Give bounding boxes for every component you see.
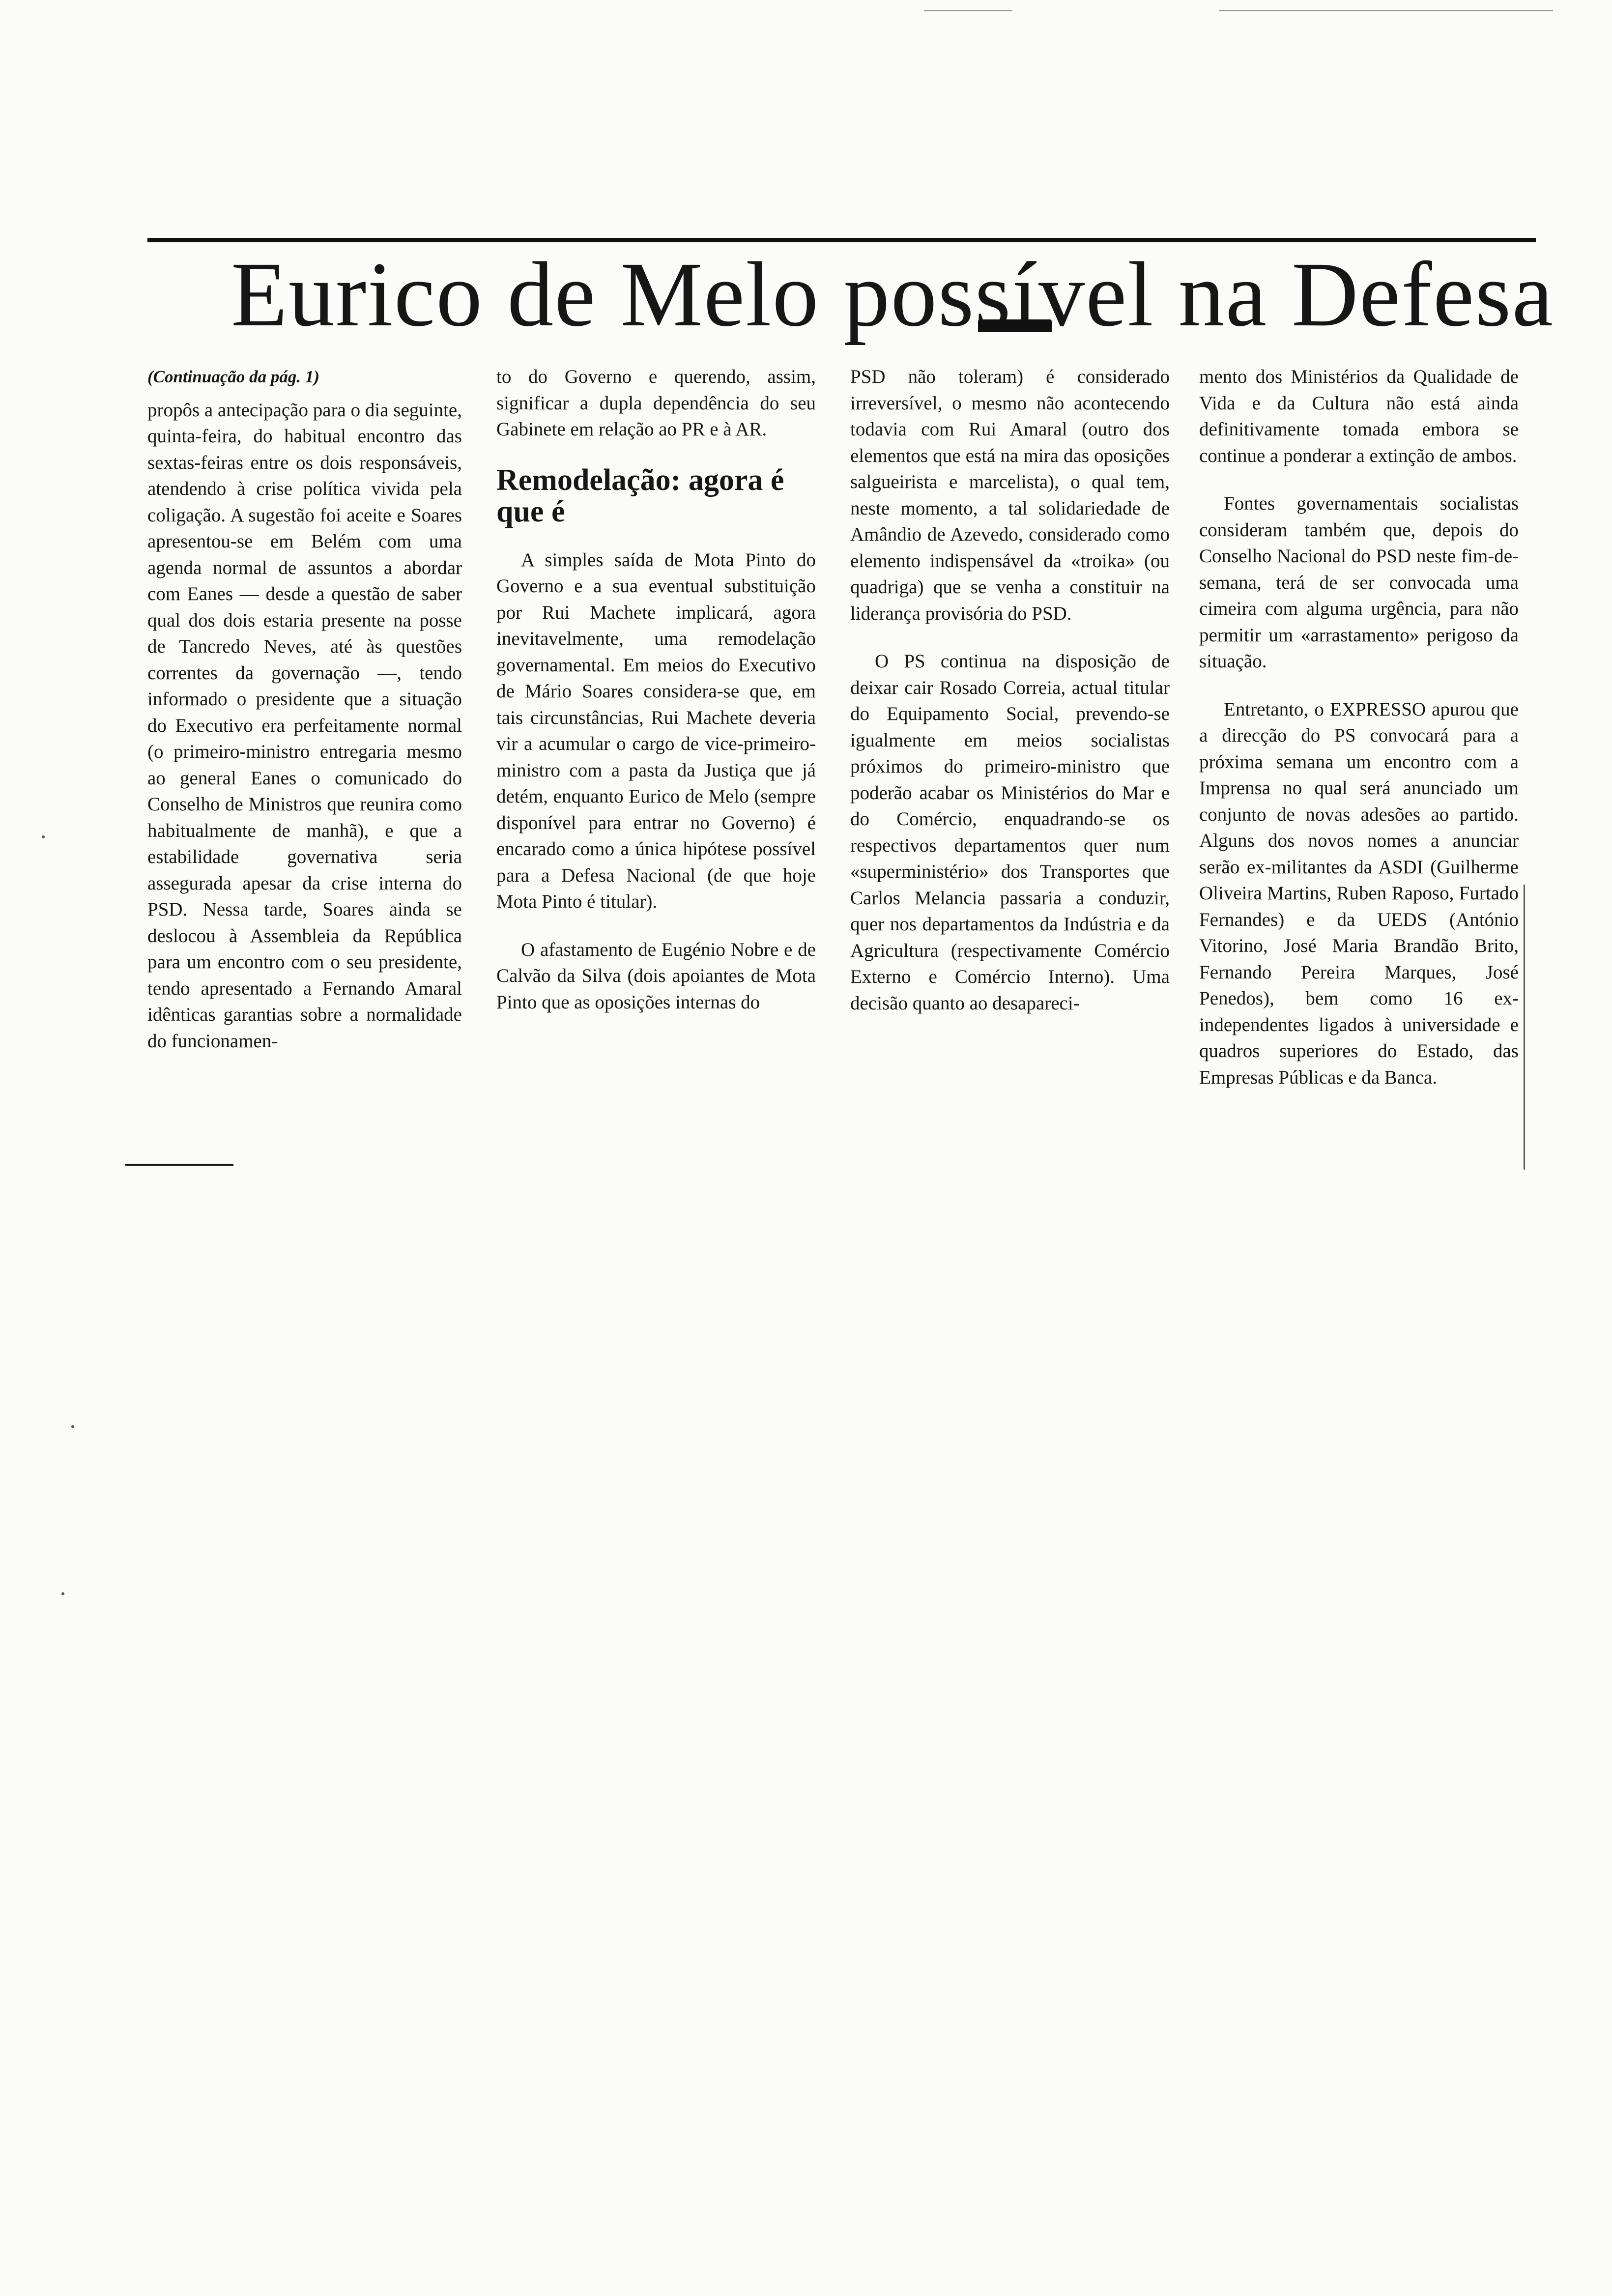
article-column-3 (850, 364, 1170, 1038)
margin-mark (1524, 885, 1525, 1170)
continuation-note: (Continuação da pág. 1) (147, 367, 320, 386)
paragraph: O afastamento de Eugénio Nobre e de Calvão da Silva (dois apoiantes de Mota Pinto que as oposições internas do (496, 939, 816, 1013)
column-end-rule (125, 1164, 233, 1166)
article-column-2 (496, 364, 816, 1037)
article-column-1 (147, 364, 462, 1054)
scan-speck (61, 1592, 64, 1595)
scan-artifact-line (1219, 10, 1553, 11)
paragraph: mento dos Ministérios da Qualidade de Vida e da Cultura não está ainda definitivamente tomada embora se continue a ponderar a extinção de ambos. (1199, 366, 1519, 466)
headline: Eurico de Melo possível na Defesa (231, 243, 1554, 345)
paragraph: PSD não toleram) é considerado irreversível, o mesmo não acontecendo todavia com Rui Amaral (outro dos elementos que está na mira das oposições salgueirista e marcelista), o qual tem, neste momento, a tal solidariedade de Amândio de Azevedo, considerado como elemento indispensável da «troika» (ou quadriga) que se venha a constituir na liderança provisória do PSD. (850, 366, 1170, 624)
paragraph: A simples saída de Mota Pinto do Governo e a sua eventual substituição por Rui Machete implicará, agora inevitavelmente, uma remodelação governamental. Em meios do Executivo de Mário Soares considera-se que, em tais circunstâncias, Rui Machete deveria vir a acumular o cargo de vice-primeiro-ministro com a pasta da Justiça que já detém, enquanto Eurico de Melo (sempre disponível para entrar no Governo) é encarado como a única hipótese possível para a Defesa Nacional (de que hoje Mota Pinto é titular). (496, 549, 816, 912)
paragraph: to do Governo e querendo, assim, significar a dupla dependência do seu Gabinete em relação ao PR e à AR. (496, 366, 816, 440)
paragraph: Fontes governamentais socialistas consideram também que, depois do Conselho Nacional do PSD neste fim-de-semana, terá de ser convocada uma cimeira com alguma urgência, para não permitir um «arrastamento» perigoso da situação. (1199, 493, 1519, 672)
scan-artifact-line (924, 10, 1012, 11)
paragraph: propôs a antecipação para o dia seguinte, quinta-feira, do habitual encontro das sextas-feiras entre os dois responsáveis, atendendo à crise política vivida pela coligação. A sugestão foi aceite e Soares apresentou-se em Belém com uma agenda normal de assuntos a abordar com Eanes — desde a questão de saber qual dos dois estaria presente na posse de Tancredo Neves, até às questões correntes da governação —, tendo informado o presidente que a situação do Executivo era perfeitamente normal (o primeiro-ministro entregaria mesmo ao general Eanes o comunicado do Conselho de Ministros que reunira como habitualmente de manhã), e que a estabilidade governativa seria assegurada apesar da crise interna do PSD. Nessa tarde, Soares ainda se deslocou à Assembleia da República para um encontro com o seu presidente, tendo apresentado a Fernando Amaral idênticas garantias sobre a normalidade do funcionamen- (147, 399, 462, 1052)
scan-speck (42, 835, 45, 838)
scan-speck (71, 1425, 74, 1428)
article-column-4 (1199, 364, 1519, 1112)
paragraph: Entretanto, o EXPRESSO apurou que a direcção do PS convocará para a próxima semana um encontro com a Imprensa no qual será anunciado um conjunto de novas adesões ao partido. Alguns dos novos nomes a anunciar serão ex-militantes da ASDI (Guilherme Oliveira Martins, Ruben Raposo, Furtado Fernandes) e da UEDS (António Vitorino, José Maria Brandão Brito, Fernando Pereira Marques, José Penedos), bem como 16 ex-independentes ligados à universidade e quadros superiores do Estado, das Empresas Públicas e da Banca. (1199, 698, 1519, 1088)
subheading: Remodelação: agora é que é (496, 463, 784, 528)
handwritten-mark (978, 319, 1052, 352)
paragraph: O PS continua na disposição de deixar cair Rosado Correia, actual titular do Equipamento Social, prevendo-se igualmente em meios socialistas próximos do primeiro-ministro que poderão acabar os Ministérios do Mar e do Comércio, enquadrando-se os respectivos departamentos quer num «superministério» dos Transportes que Carlos Melancia passaria a conduzir, quer nos departamentos da Indústria e da Agricultura (respectivamente Comércio Externo e Comércio Interno). Uma decisão quanto ao desapareci- (850, 651, 1170, 1014)
headline-rule (147, 238, 1536, 242)
